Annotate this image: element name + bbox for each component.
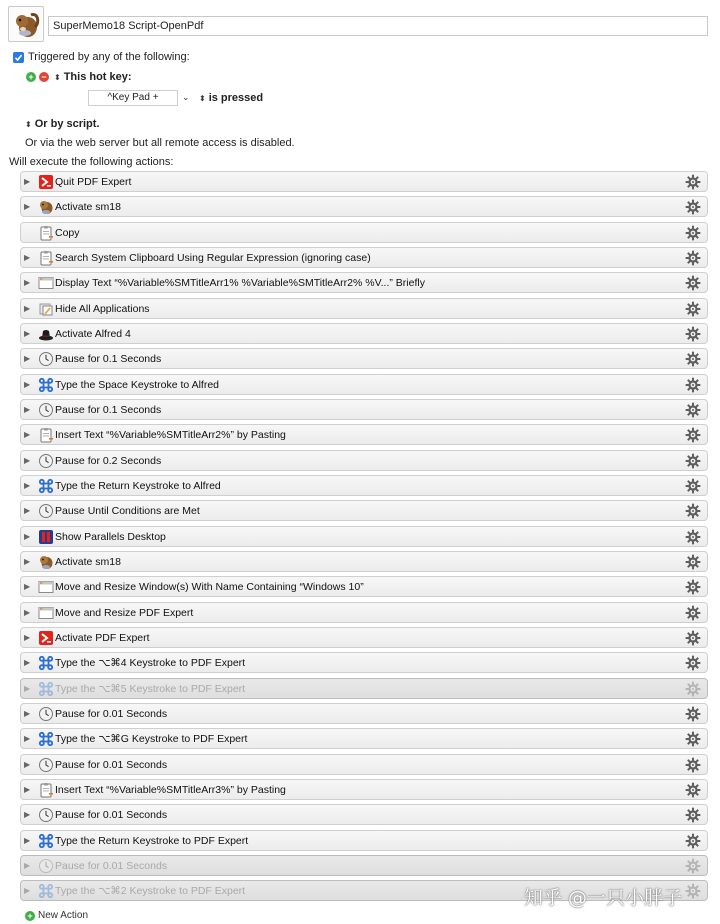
action-row[interactable] [20, 247, 708, 268]
action-label: Activate sm18 [55, 201, 121, 214]
pdf-expert-icon [38, 630, 54, 646]
action-row[interactable] [20, 678, 708, 699]
triggered-label: Triggered by any of the following: [28, 51, 190, 63]
clock-icon [38, 351, 54, 367]
action-label: Type the ⌥⌘G Keystroke to PDF Expert [55, 733, 248, 746]
action-label: Pause for 0.1 Seconds [55, 403, 162, 416]
command-key-icon [38, 377, 54, 393]
disclosure-triangle-icon[interactable]: ▶ [24, 607, 31, 617]
disclosure-triangle-icon[interactable]: ▶ [24, 404, 31, 414]
disclosure-triangle-icon[interactable]: ▶ [24, 202, 31, 212]
disclosure-triangle-icon[interactable]: ▶ [24, 658, 31, 668]
disclosure-triangle-icon[interactable]: ▶ [24, 632, 31, 642]
action-label: Insert Text “%Variable%SMTitleArr2%” by Pasting [55, 429, 286, 442]
action-row[interactable] [20, 728, 708, 749]
action-row[interactable] [20, 652, 708, 673]
action-label: Pause for 0.2 Seconds [55, 454, 162, 467]
action-label: Pause for 0.01 Seconds [55, 707, 168, 720]
clipboard-icon [38, 225, 54, 241]
gear-icon[interactable] [685, 858, 701, 874]
gear-icon[interactable] [685, 605, 701, 621]
window-icon [38, 579, 54, 595]
action-row[interactable] [20, 196, 708, 217]
action-label: Activate PDF Expert [55, 631, 150, 644]
watermark: 知乎 @一只小胖子 [524, 887, 683, 909]
action-row[interactable] [20, 779, 708, 800]
gear-icon[interactable] [685, 326, 701, 342]
action-label: Pause for 0.01 Seconds [55, 809, 168, 822]
action-row[interactable] [20, 399, 708, 420]
disclosure-triangle-icon[interactable]: ▶ [24, 582, 31, 592]
action-label: Activate Alfred 4 [55, 327, 131, 340]
gear-icon[interactable] [685, 478, 701, 494]
action-label: Type the Return Keystroke to PDF Expert [55, 834, 249, 847]
action-row[interactable] [20, 551, 708, 572]
action-row[interactable] [20, 348, 708, 369]
command-key-icon [38, 833, 54, 849]
action-row[interactable] [20, 272, 708, 293]
pressed-label: is pressed [208, 92, 264, 104]
disclosure-triangle-icon[interactable]: ▶ [24, 455, 31, 465]
action-label: Pause Until Conditions are Met [55, 505, 200, 518]
clock-icon [38, 453, 54, 469]
command-key-icon [38, 478, 54, 494]
gear-icon[interactable] [685, 681, 701, 697]
gear-icon[interactable] [685, 351, 701, 367]
will-execute-label: Will execute the following actions: [9, 156, 174, 168]
gear-icon[interactable] [685, 757, 701, 773]
triggered-checkbox[interactable] [13, 52, 24, 63]
new-action-button[interactable] [25, 910, 88, 921]
action-label: Pause for 0.01 Seconds [55, 859, 168, 872]
clock-icon [38, 858, 54, 874]
updown-icon[interactable]: ⬍ [54, 72, 61, 82]
parallels-icon [38, 529, 54, 545]
clock-icon [38, 757, 54, 773]
gear-icon[interactable] [685, 225, 701, 241]
chevron-down-icon[interactable]: ⌄ [182, 92, 190, 102]
gear-icon[interactable] [685, 554, 701, 570]
clipboard-icon [38, 782, 54, 798]
command-key-icon [38, 883, 54, 899]
gear-icon[interactable] [685, 427, 701, 443]
by-script-label: Or by script. [34, 118, 100, 130]
web-server-text: Or via the web server but all remote access is disabled. [25, 137, 295, 149]
action-label: Copy [55, 226, 80, 239]
clock-icon [38, 503, 54, 519]
action-label: Display Text “%Variable%SMTitleArr1% %Variable%SMTitleArr2% %V...” Briefly [55, 277, 425, 290]
action-row[interactable] [20, 602, 708, 623]
action-label: Move and Resize Window(s) With Name Containing “Windows 10” [55, 581, 364, 594]
disclosure-triangle-icon[interactable]: ▶ [24, 835, 31, 845]
disclosure-triangle-icon[interactable]: ▶ [24, 708, 31, 718]
action-row[interactable] [20, 475, 708, 496]
gear-icon[interactable] [685, 301, 701, 317]
disclosure-triangle-icon[interactable]: ▶ [24, 252, 31, 262]
action-label: Search System Clipboard Using Regular Expression (ignoring case) [55, 251, 371, 264]
disclosure-triangle-icon[interactable]: ▶ [24, 556, 31, 566]
disclosure-triangle-icon[interactable]: ▶ [24, 810, 31, 820]
updown-icon: ⬍ [199, 93, 206, 103]
macro-icon-well[interactable] [8, 6, 44, 42]
hotkey-field[interactable]: ^Key Pad + [88, 90, 178, 106]
action-label: Pause for 0.1 Seconds [55, 353, 162, 366]
window-icon [38, 605, 54, 621]
gear-icon[interactable] [685, 706, 701, 722]
gear-icon[interactable] [685, 883, 701, 899]
by-script-popup[interactable] [25, 118, 100, 130]
macro-name-field[interactable] [48, 16, 708, 36]
action-row[interactable] [20, 424, 708, 445]
command-key-icon [38, 655, 54, 671]
gear-icon[interactable] [685, 807, 701, 823]
checkmark-icon [14, 53, 23, 62]
squirrel-icon [11, 9, 41, 39]
disclosure-triangle-icon[interactable]: ▶ [24, 784, 31, 794]
gear-icon[interactable] [685, 453, 701, 469]
clock-icon [38, 807, 54, 823]
gear-icon[interactable] [685, 377, 701, 393]
pdf-expert-icon [38, 174, 54, 190]
gear-icon[interactable] [685, 402, 701, 418]
action-label: Pause for 0.01 Seconds [55, 758, 168, 771]
hotkey-trigger-header [26, 71, 132, 83]
action-label: Type the Return Keystroke to Alfred [55, 479, 221, 492]
action-row[interactable] [20, 450, 708, 471]
clock-icon [38, 706, 54, 722]
gear-icon[interactable] [685, 275, 701, 291]
gear-icon[interactable] [685, 579, 701, 595]
action-row[interactable] [20, 374, 708, 395]
gear-icon[interactable] [685, 529, 701, 545]
disclosure-triangle-icon[interactable]: ▶ [24, 683, 31, 693]
gear-icon[interactable] [685, 250, 701, 266]
action-row[interactable] [20, 323, 708, 344]
disclosure-triangle-icon[interactable]: ▶ [24, 328, 31, 338]
gear-icon[interactable] [685, 655, 701, 671]
triggered-by-row [13, 51, 190, 63]
updown-icon: ⬍ [25, 119, 32, 129]
plus-icon: + [25, 911, 35, 921]
action-label: Type the ⌥⌘5 Keystroke to PDF Expert [55, 682, 246, 695]
disclosure-triangle-icon[interactable]: ▶ [24, 506, 31, 516]
action-row[interactable] [20, 855, 708, 876]
disclosure-triangle-icon[interactable]: ▶ [24, 531, 31, 541]
window-icon [38, 275, 54, 291]
action-row[interactable] [20, 830, 708, 851]
clipboard-icon [38, 427, 54, 443]
action-row[interactable] [20, 222, 708, 243]
disclosure-triangle-icon[interactable]: ▶ [24, 379, 31, 389]
pressed-popup[interactable] [197, 92, 263, 104]
actions-list [20, 171, 708, 906]
gear-icon[interactable] [685, 503, 701, 519]
new-action-label: New Action [38, 910, 89, 921]
disclosure-triangle-icon[interactable]: ▶ [24, 759, 31, 769]
gear-icon[interactable] [685, 630, 701, 646]
gear-icon[interactable] [685, 199, 701, 215]
action-row[interactable] [20, 171, 708, 192]
action-label: Activate sm18 [55, 555, 121, 568]
disclosure-triangle-icon[interactable]: ▶ [24, 480, 31, 490]
remove-trigger-button[interactable]: − [39, 72, 49, 82]
supermemo-icon [38, 554, 54, 570]
disclosure-triangle-icon[interactable]: ▶ [24, 303, 31, 313]
clock-icon [38, 402, 54, 418]
command-key-icon [38, 731, 54, 747]
gear-icon[interactable] [685, 833, 701, 849]
action-label: Move and Resize PDF Expert [55, 606, 194, 619]
disclosure-triangle-icon[interactable]: ▶ [24, 734, 31, 744]
disclosure-triangle-icon[interactable]: ▶ [24, 278, 31, 288]
action-row[interactable] [20, 576, 708, 597]
supermemo-icon [38, 199, 54, 215]
command-key-icon [38, 681, 54, 697]
action-label: Hide All Applications [55, 302, 150, 315]
action-row[interactable] [20, 627, 708, 648]
alfred-icon [38, 326, 54, 342]
action-row[interactable] [20, 526, 708, 547]
clipboard-icon [38, 250, 54, 266]
disclosure-triangle-icon[interactable]: ▶ [24, 177, 31, 186]
action-row[interactable] [20, 703, 708, 724]
gear-icon[interactable] [685, 731, 701, 747]
action-row[interactable] [20, 754, 708, 775]
action-label: Type the ⌥⌘2 Keystroke to PDF Expert [55, 885, 246, 898]
action-row[interactable] [20, 804, 708, 825]
action-row[interactable] [20, 298, 708, 319]
disclosure-triangle-icon[interactable]: ▶ [24, 860, 31, 870]
disclosure-triangle-icon[interactable]: ▶ [24, 354, 31, 364]
hotkey-title: This hot key: [63, 71, 132, 83]
add-trigger-button[interactable]: + [26, 72, 36, 82]
action-row[interactable] [20, 500, 708, 521]
action-label: Show Parallels Desktop [55, 530, 166, 543]
gear-icon[interactable] [685, 782, 701, 798]
disclosure-triangle-icon[interactable]: ▶ [24, 886, 31, 896]
hide-apps-icon [38, 301, 54, 317]
gear-icon[interactable] [685, 174, 701, 190]
action-label: Quit PDF Expert [55, 176, 132, 188]
action-label: Insert Text “%Variable%SMTitleArr3%” by Pasting [55, 783, 286, 796]
action-label: Type the ⌥⌘4 Keystroke to PDF Expert [55, 657, 246, 670]
disclosure-triangle-icon[interactable]: ▶ [24, 430, 31, 440]
action-label: Type the Space Keystroke to Alfred [55, 378, 220, 391]
